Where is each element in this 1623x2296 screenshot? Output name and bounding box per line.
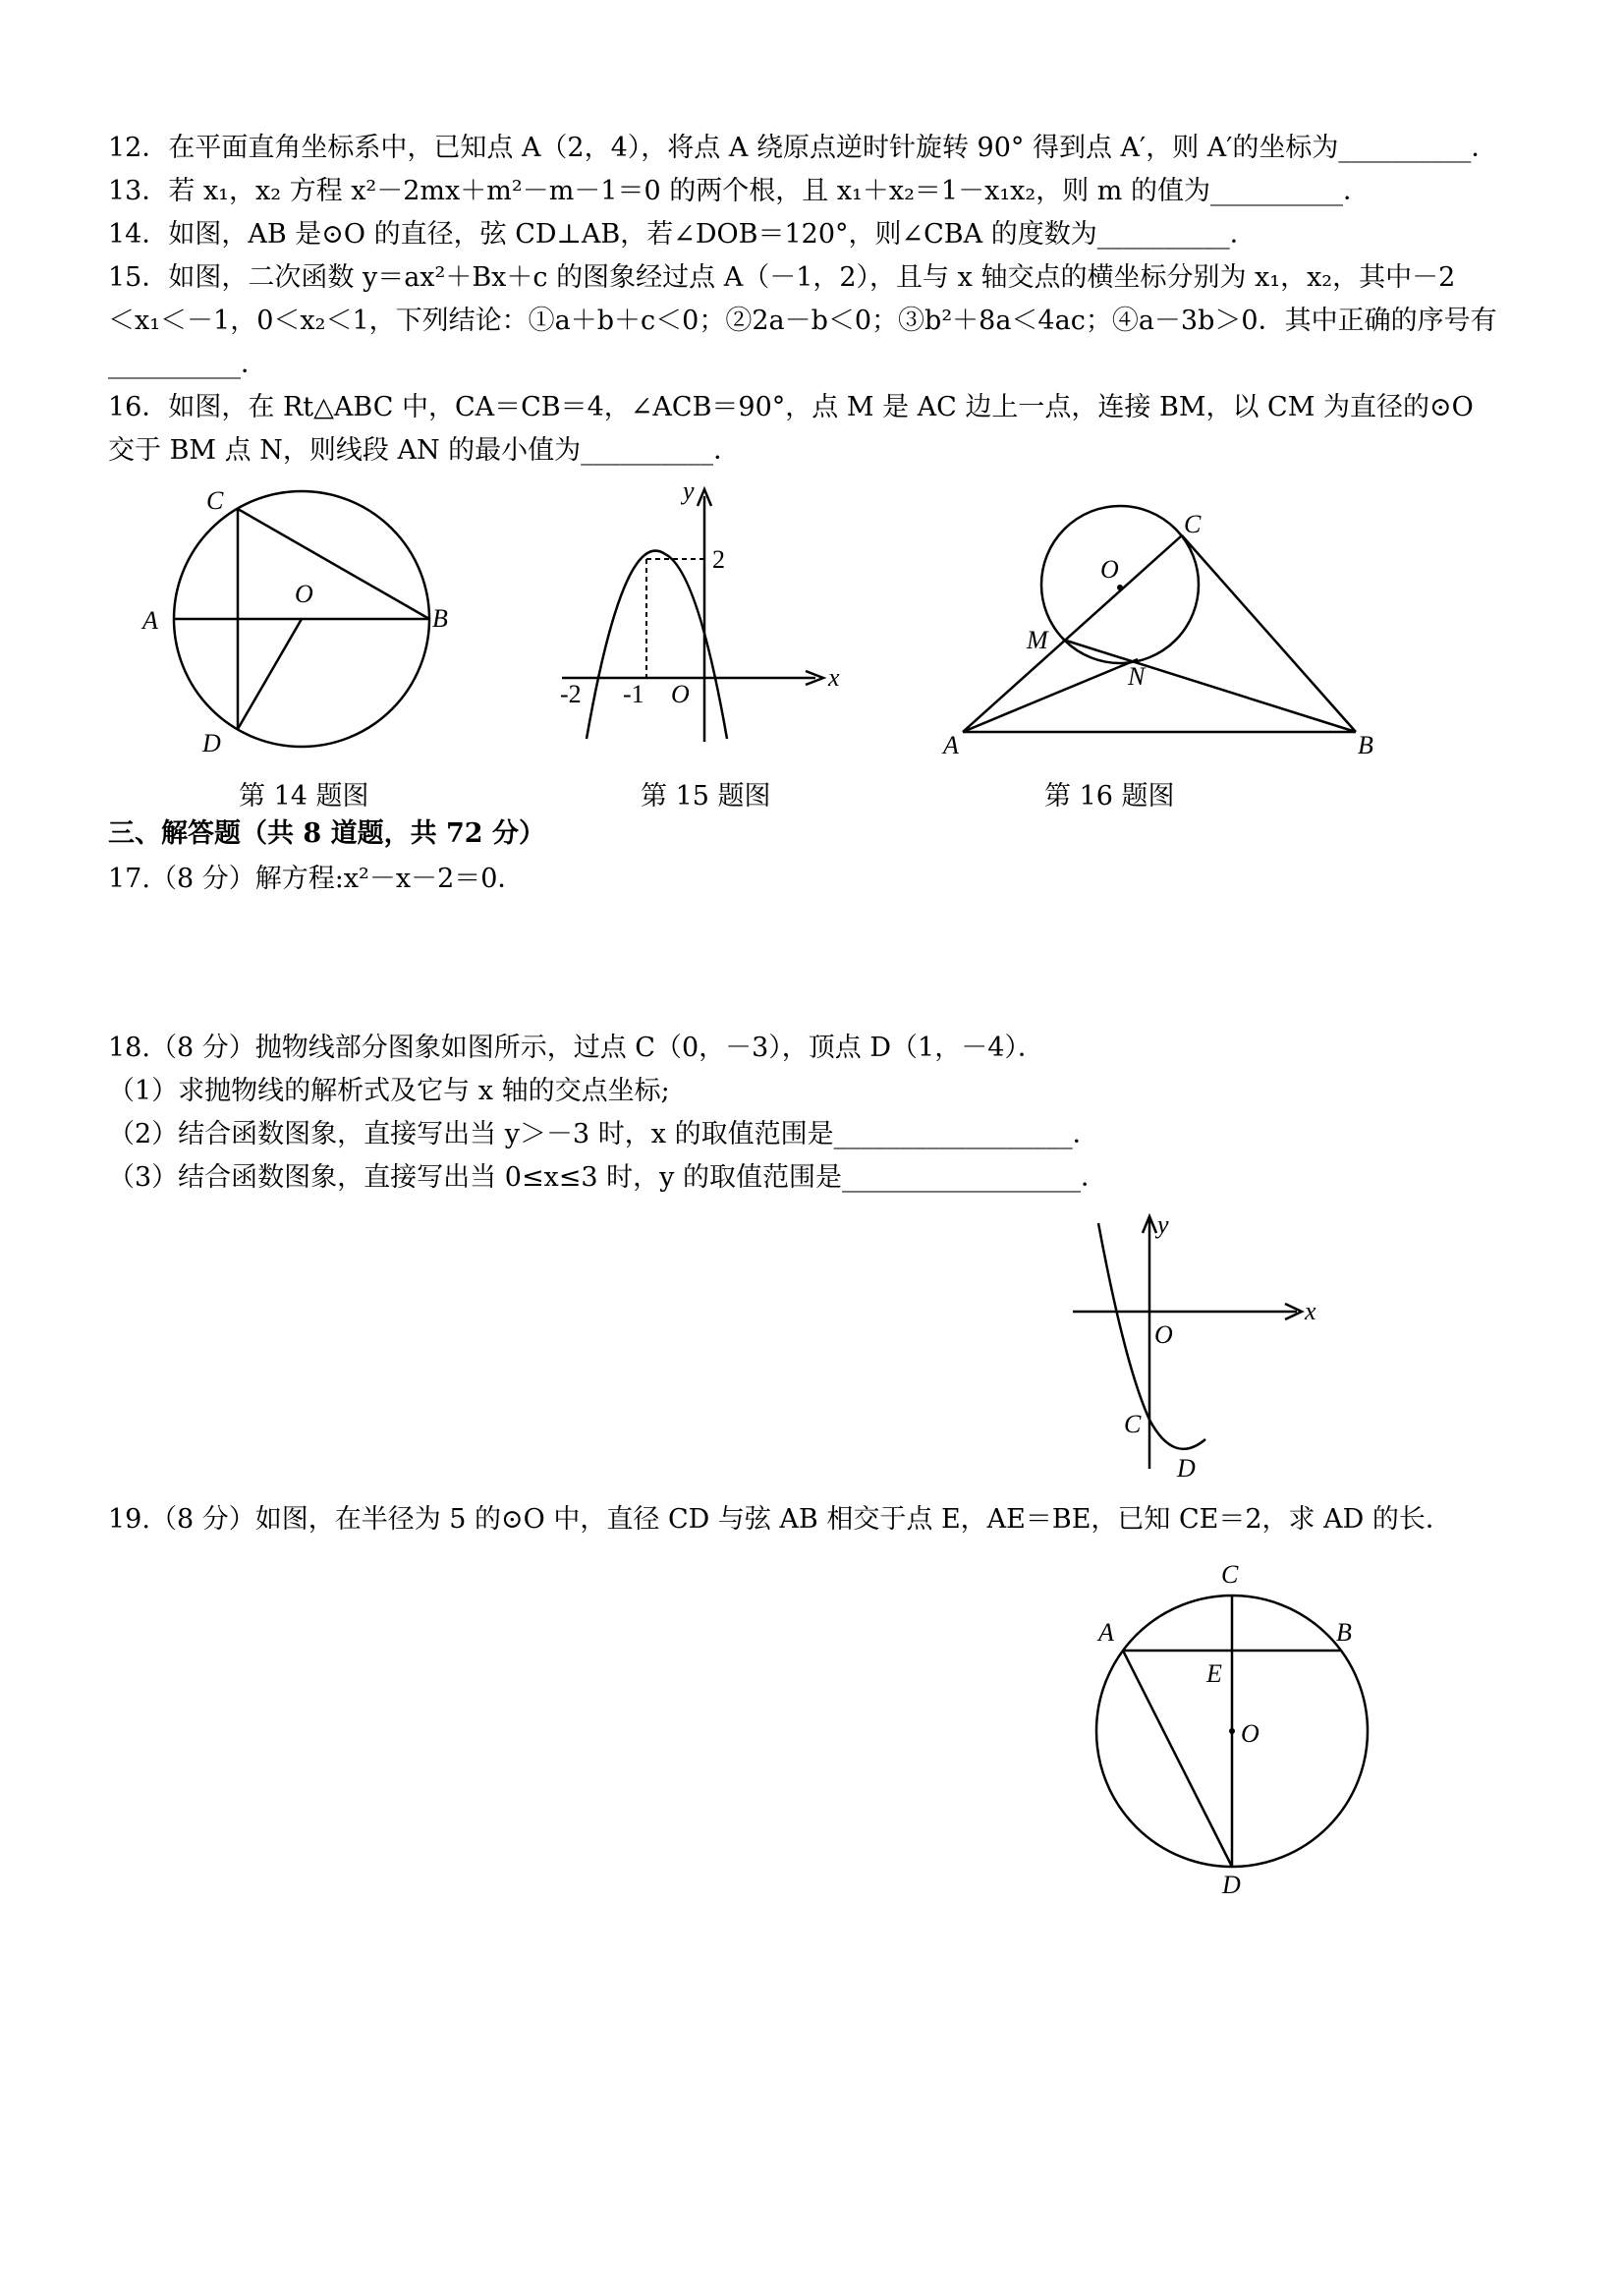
figure-16 — [933, 496, 1405, 771]
figure-14 — [138, 481, 462, 776]
fig16-label-b: B — [1358, 731, 1373, 759]
question-13: 13．若 x₁，x₂ 方程 x²－2mx＋m²－m－1＝0 的两个根，且 x₁＋x₂＝1－x₁x₂，则 m 的值为__________． — [108, 176, 1370, 206]
question-19: 19.（8 分）如图，在半径为 5 的⊙O 中，直径 CD 与弦 AB 相交于点 E，AE＝BE，已知 CE＝2，求 AD 的长． — [108, 1504, 1452, 1535]
fig19-label-o: O — [1241, 1719, 1259, 1748]
fig16-label-n: N — [1128, 662, 1146, 691]
fig14-label-c: C — [206, 486, 224, 515]
fig19-label-e: E — [1206, 1659, 1222, 1688]
question-17: 17.（8 分）解方程:x²－x－2＝0． — [108, 864, 525, 894]
fig19-point-o — [1229, 1728, 1235, 1734]
fig19-label-b: B — [1336, 1618, 1352, 1647]
section-3-heading: 三、解答题（共 8 道题，共 72 分） — [108, 818, 545, 849]
fig16-segment-an — [963, 659, 1138, 732]
fig16-label-a: A — [943, 731, 959, 759]
fig19-label-a: A — [1098, 1618, 1114, 1647]
question-18-part-2: （2）结合函数图象，直接写出当 y＞－3 时，x 的取值范围是__________________． — [108, 1119, 1099, 1149]
question-12: 12．在平面直角坐标系中，已知点 A（2，4），将点 A 绕原点逆时针旋转 90° 得到点 A′，则 A′的坐标为__________． — [108, 133, 1498, 163]
fig18-label-d: D — [1177, 1454, 1196, 1483]
question-15-line-2: ＜x₁＜－1，0＜x₂＜1，下列结论：①a＋b＋c＜0；②2a－b＜0；③b²＋8a＜4ac；④a－3b＞0．其中正确的序号有 — [108, 306, 1497, 336]
fig14-label-b: B — [432, 604, 448, 633]
fig15-label-neg1: -1 — [623, 680, 644, 708]
fig15-label-neg2: -2 — [560, 680, 582, 708]
figure-19 — [1081, 1557, 1375, 1911]
fig15-label-y: y — [683, 476, 695, 505]
question-16-line-1: 16．如图，在 Rt△ABC 中，CA＝CB＝4，∠ACB＝90°，点 M 是 AC 边上一点，连接 BM，以 CM 为直径的⊙O — [108, 392, 1474, 422]
fig16-label-o: O — [1100, 555, 1119, 584]
fig19-label-c: C — [1221, 1560, 1239, 1589]
figure-18 — [1061, 1208, 1326, 1484]
fig18-label-y: y — [1157, 1210, 1169, 1239]
fig18-label-o: O — [1154, 1320, 1173, 1349]
fig14-segment-od — [238, 619, 302, 729]
fig14-label-a: A — [142, 606, 158, 635]
question-18-part-3: （3）结合函数图象，直接写出当 0≤x≤3 时，y 的取值范围是__________________． — [108, 1162, 1108, 1193]
fig16-segment-ac — [963, 535, 1182, 732]
fig19-label-d: D — [1222, 1871, 1241, 1899]
fig18-parabola — [1098, 1223, 1205, 1449]
question-15-line-1: 15．如图，二次函数 y＝ax²＋Bx＋c 的图象经过点 A（－1，2），且与 x 轴交点的横坐标分别为 x₁，x₂，其中－2 — [108, 262, 1456, 293]
fig15-label-x: x — [828, 663, 840, 692]
question-16-line-2: 交于 BM 点 N，则线段 AN 的最小值为__________． — [108, 435, 741, 466]
fig16-segment-mb — [1063, 640, 1356, 732]
caption-figure-15: 第 15 题图 — [641, 781, 771, 812]
fig16-point-o — [1117, 585, 1123, 590]
fig16-segment-cb — [1182, 535, 1356, 732]
question-18: 18.（8 分）抛物线部分图象如图所示，过点 C（0，－3），顶点 D（1，－4）． — [108, 1033, 1044, 1063]
fig15-label-2: 2 — [712, 545, 725, 574]
fig16-label-c: C — [1184, 510, 1202, 538]
figure-15 — [550, 476, 845, 756]
question-15-line-3: __________． — [108, 349, 267, 379]
fig15-parabola — [587, 551, 727, 739]
caption-figure-16: 第 16 题图 — [1044, 781, 1175, 812]
fig18-label-x: x — [1305, 1297, 1316, 1325]
question-18-part-1: （1）求抛物线的解析式及它与 x 轴的交点坐标; — [108, 1076, 670, 1106]
fig18-label-c: C — [1124, 1410, 1142, 1438]
fig14-label-o: O — [295, 580, 313, 608]
fig14-segment-cb — [238, 509, 429, 619]
caption-figure-14: 第 14 题图 — [239, 781, 369, 812]
question-14: 14．如图，AB 是⊙O 的直径，弦 CD⊥AB，若∠DOB＝120°，则∠CBA 的度数为__________． — [108, 219, 1257, 250]
fig15-label-o: O — [671, 680, 690, 708]
fig14-label-d: D — [202, 729, 221, 757]
fig16-label-m: M — [1027, 626, 1048, 654]
